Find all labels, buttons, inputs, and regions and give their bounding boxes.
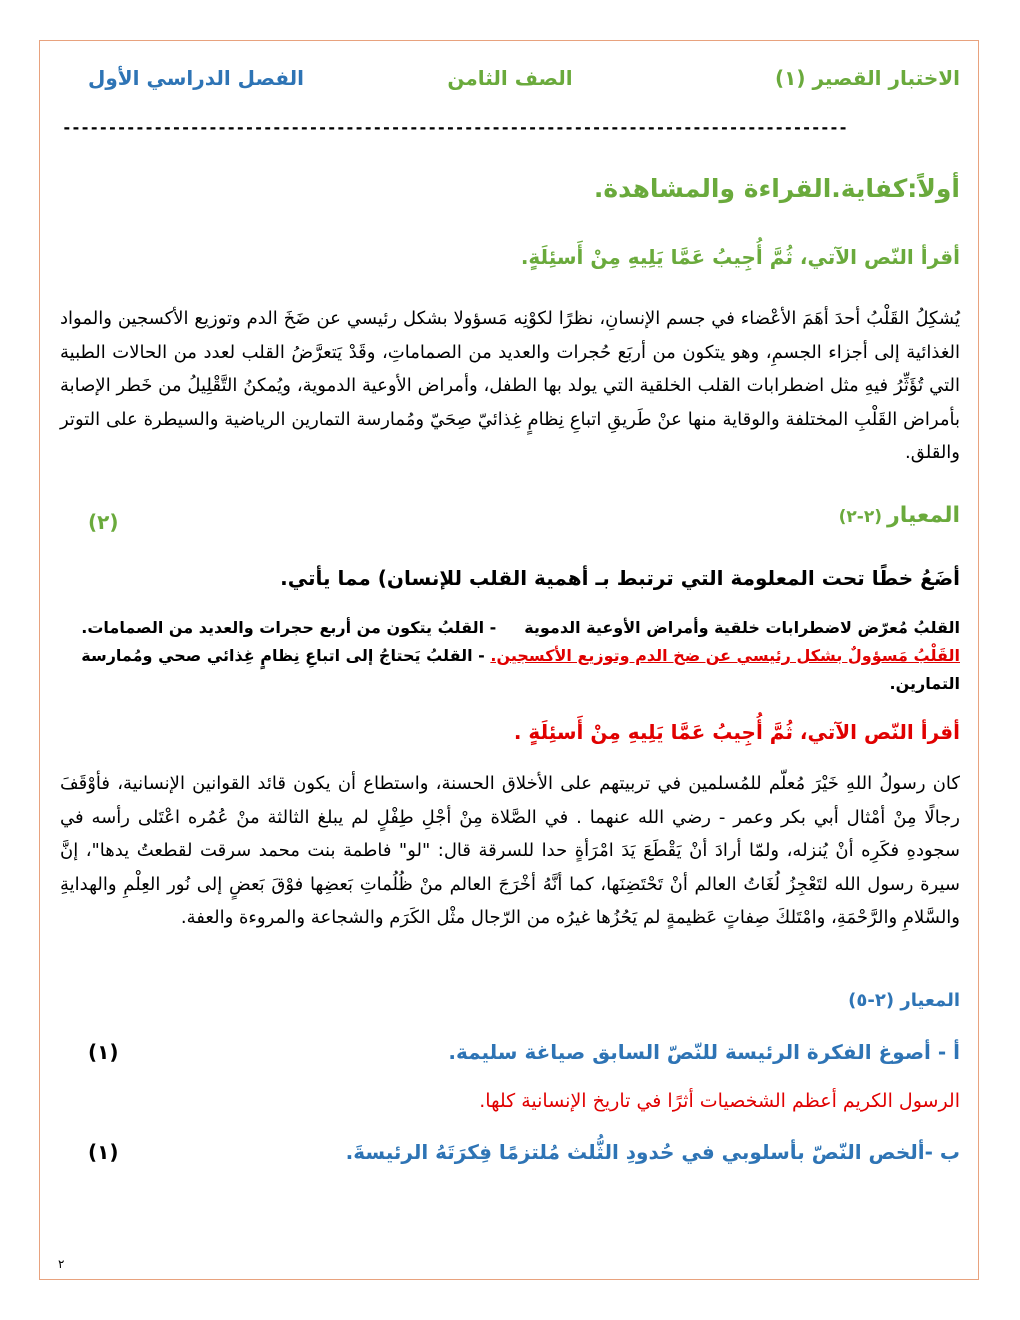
question-a-mark: (١): [88, 1040, 119, 1064]
section-heading: أولاً:كفاية.القراءة والمشاهدة.: [593, 174, 960, 203]
criterion-1-label: المعيار: [887, 503, 960, 528]
quiz-title: الاختبار القصير (١): [774, 66, 960, 90]
underline-question: أضَعُ خطًا تحت المعلومة التي ترتبط بـ أهمية القلب للإنسان) مما يأتي.: [280, 566, 960, 590]
reading-instruction-1: أقرأ النّص الآتي، ثُمَّ أُجِيبُ عَمَّا يَلِيهِ مِنْ أَسئِلَةٍ.: [520, 245, 960, 269]
options-row-1: [60, 614, 960, 642]
separator-line: --------------------------------------------------------------------------------------: [62, 118, 848, 137]
option-1: القلبُ مُعرّض لاضطرابات خلقية وأمراض الأوعية الدموية: [524, 618, 960, 637]
question-a: أ - أصوغ الفكرة الرئيسة للنّصّ السابق صياغة سليمة.: [448, 1040, 960, 1064]
criterion-1-mark: (٢): [88, 510, 119, 534]
answer-a: الرسول الكريم أعظم الشخصيات أثرًا في تاريخ الإنسانية كلها.: [479, 1090, 960, 1112]
option-2: - القلبُ يتكون من أربع حجرات والعديد من الصمامات.: [81, 618, 497, 637]
criterion-1: [60, 503, 960, 528]
options-row-2: [60, 642, 960, 698]
grade-label: الصف الثامن: [447, 66, 573, 90]
option-4: - القلبُ يَحتاجُ إلى اتباعِ نِظامٍ غِذائي صحي ومُمارسة التمارين.: [81, 646, 960, 693]
criterion-1-code: (٢-٢): [838, 507, 883, 527]
page-number: ٢: [58, 1257, 65, 1271]
criterion-2-label: المعيار (٢-٥): [848, 990, 960, 1011]
semester-label: الفصل الدراسي الأول: [88, 66, 304, 90]
passage-heart: يُشكِلُ القَلْبُ أحدَ أهَمَ الأعْضاء في جسم الإنسانِ، نظرًا لكوْنِه مَسؤولا بشكل رئيسي عن ضَخَ الدم وتوزيع الأكسجين والمواد الغذائية إلى أجزاء الجسمِ، وهو يتكون من أربَع حُجرات والعديد من الصماماتِ، وقَدْ يَتعرَّضُ القلب لعدد من الحالات الطبية التي تُؤَثِّرُ فيهِ مثل اضطرابات القلب الخلقية التي يولد بها الطفل، وأمراض الأوعية الدموية، ويُمكنُ التَّقْلِيلُ من خَطر الإصابة بأمراض القَلْبِ المختلفة والوقاية منها عنْ طَريقِ اتباعِ نِظامٍ غِذائيّ صِحَيّ ومُمارسة التمارين الرياضية والسيطرة على التوتر والقلق.: [60, 308, 960, 463]
option-3-answer: القَلْبُ مَسؤولٌ بشكل رئيسي عن ضخ الدم وتوزيع الأكسجين.: [490, 646, 960, 665]
question-b-mark: (١): [88, 1140, 119, 1164]
reading-instruction-2: أقرأ النّص الآتي، ثُمَّ أُجِيبُ عَمَّا يَلِيهِ مِنْ أَسئِلَةٍ .: [513, 720, 960, 744]
question-b: ب -ألخص النّصّ بأسلوبي في حُدودِ الثُّلث مُلتزمًا فِكرَتَهُ الرئيسةَ.: [345, 1140, 960, 1164]
options-block: [60, 614, 960, 698]
passage-prophet: كان رسولُ اللهِ خَيْرَ مُعلّم للمُسلمين في تربيتهم على الأخلاق الحسنة، واستطاع أن يكون قائد القوانين الإنسانية، فأوْقَفَ رجالًا مِنْ أمْثال أبي بكر وعمر - رضي الله عنهما . في الصَّلاة مِنْ أجْلِ طِفْلٍ لم يبلغ الثالثة منْ عُمُره اعْتَلى رأسه في سجودهِ فكَرِه أنْ يُنزله، ولمّا أرادَ أنْ يَقْطَعَ يَدَ امْرَأةٍ حدا للسرقة قال: "لو" فاطمة بنت محمد سرقت لقطعتُ يدها"، إنَّ سيرة رسول الله لتَعْجِزُ لُغَاتُ العالم أنْ تَحْتَضِنَها، كما أنَّهُ أخْرَجَ العالم منْ ظُلُماتِ بَعضِها فوْقَ بَعضٍ إلى نُور العِلْمِ والهدايةِ والسَّلامِ والرَّحْمَةِ، وامْتَلكَ صِفاتٍ عَظيمةٍ لم يَحُزُها غيرُه من الرّجال مثْل الكَرَم والشجاعة والمروءة والعفة.: [60, 773, 960, 928]
